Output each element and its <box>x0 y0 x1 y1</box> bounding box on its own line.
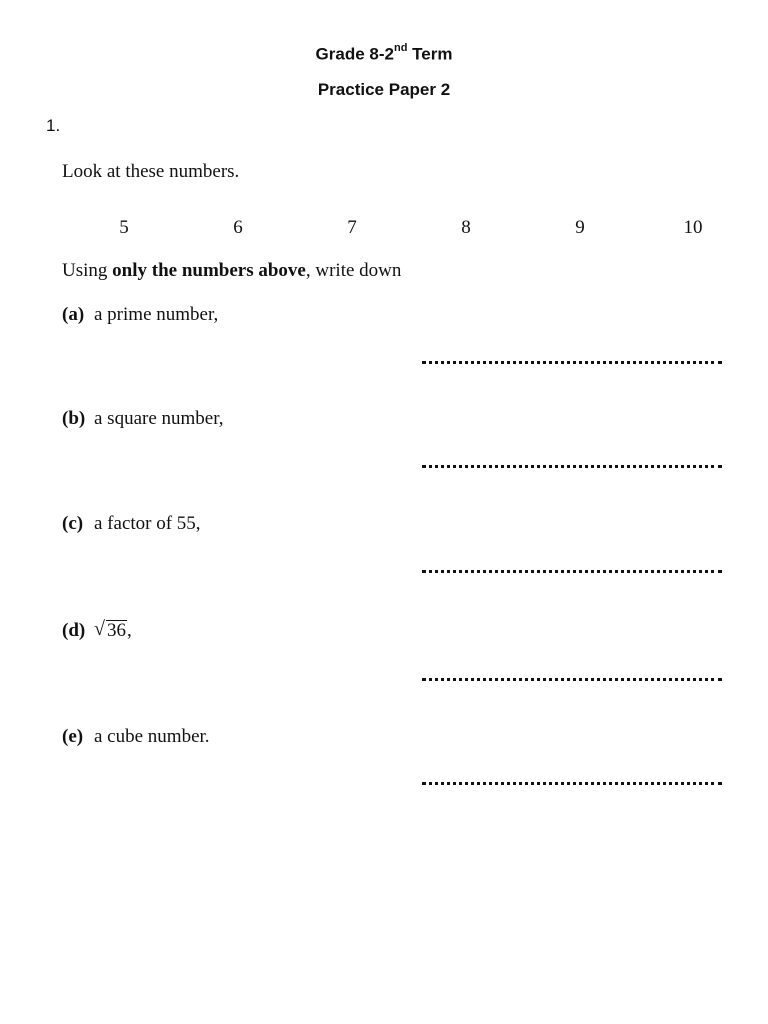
question-instruction <box>62 260 401 282</box>
number-item: 6 <box>233 217 243 238</box>
number-item: 9 <box>575 217 585 238</box>
number-item: 5 <box>119 217 129 238</box>
question-number: 1. <box>46 116 61 135</box>
part-text: a square number, <box>94 408 224 429</box>
instruction-prefix: Using <box>62 260 113 281</box>
number-item: 7 <box>347 217 357 238</box>
title-superscript: nd <box>393 42 408 54</box>
answer-line-c[interactable] <box>422 570 722 573</box>
part-a <box>62 304 218 326</box>
radicand: 36 <box>107 620 126 641</box>
part-d <box>62 620 132 642</box>
answer-line-a[interactable] <box>422 361 722 364</box>
number-item: 8 <box>461 217 471 238</box>
title-prefix: Grade 8-2 <box>315 44 394 64</box>
radical-symbol: √ <box>94 618 105 640</box>
part-letter: (b) <box>62 408 86 429</box>
title-suffix: Term <box>407 44 453 64</box>
part-text: a prime number, <box>94 304 219 325</box>
question-intro: Look at these numbers. <box>62 161 240 182</box>
part-letter: (c) <box>62 513 84 534</box>
part-letter: (e) <box>62 726 84 747</box>
answer-line-b[interactable] <box>422 465 722 468</box>
number-item: 10 <box>683 217 703 238</box>
part-letter: (a) <box>62 304 85 325</box>
part-text: , <box>127 620 132 641</box>
instruction-suffix: , write down <box>305 260 402 281</box>
part-e <box>62 726 210 748</box>
part-text: a cube number. <box>94 726 210 747</box>
page-title <box>0 44 768 65</box>
page-subtitle: Practice Paper 2 <box>317 80 451 99</box>
part-letter: (d) <box>62 620 86 641</box>
part-b <box>62 408 224 430</box>
part-c <box>62 513 201 535</box>
instruction-emphasis: only the numbers above <box>112 260 306 281</box>
answer-line-e[interactable] <box>422 782 722 785</box>
part-text: a factor of 55, <box>94 513 201 534</box>
square-root-expression <box>94 620 127 642</box>
answer-line-d[interactable] <box>422 678 722 681</box>
